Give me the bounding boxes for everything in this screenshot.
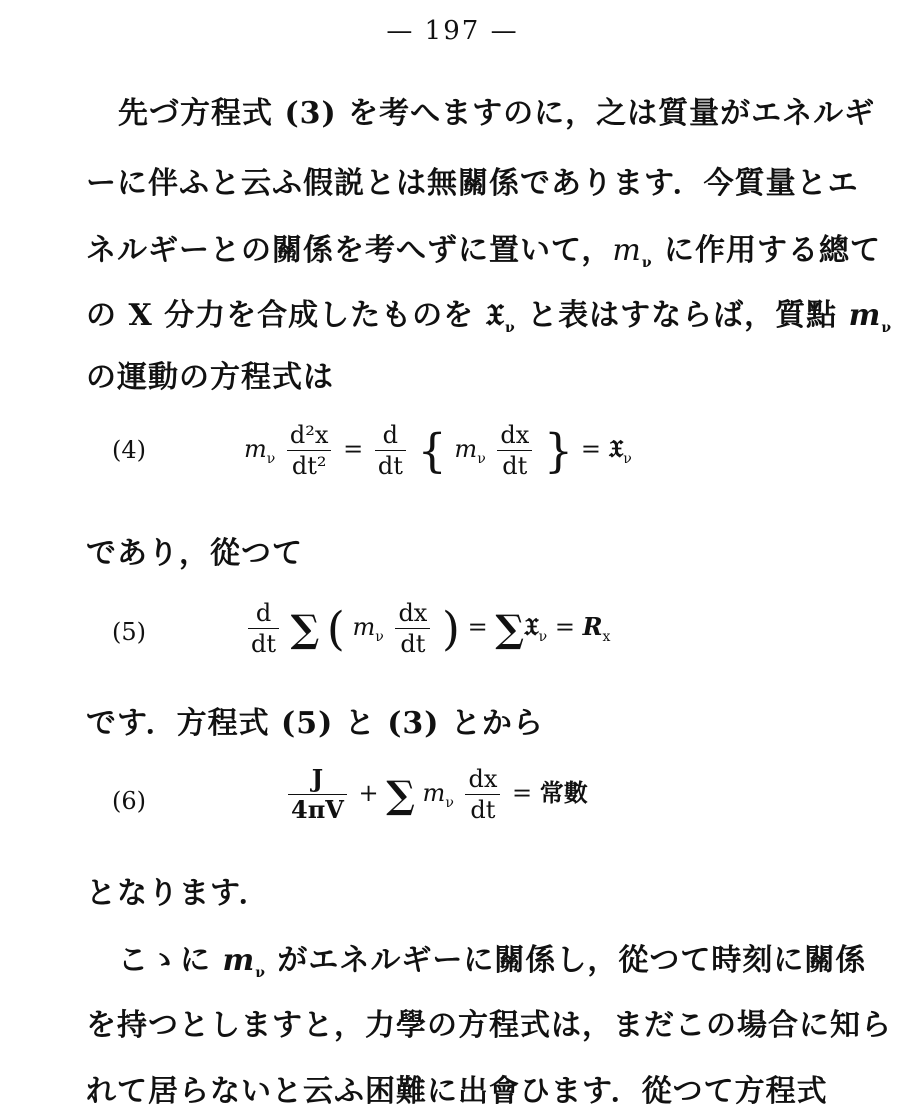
para2-line-2: を持つとしますと，力學の方程式は，まだこの場合に知ら (86, 1008, 892, 1043)
eq5-frac2: $\frac{dx}{dt}$ (395, 598, 430, 659)
symbol-nu: ν (641, 255, 653, 271)
text-line-4 (86, 290, 892, 336)
eq6-equals: = (512, 779, 533, 807)
eq6-plus: + (358, 779, 379, 807)
equation-4 (244, 420, 632, 481)
text-line-5: の運動の方程式は (86, 360, 334, 395)
symbol-m: m (222, 943, 256, 978)
equation-5-label: (5) (112, 618, 146, 646)
eq6-m: m (422, 779, 446, 807)
symbol-nu: ν (255, 965, 266, 981)
eq6-frac2: $\frac{dx}{dt}$ (465, 764, 500, 825)
para2-line-1-b: がエネルギーに關係し，從つて時刻に關係 (277, 943, 867, 978)
eq4-m: m (244, 435, 267, 463)
text-line-3-a: ネルギーとの關係を考へずに置いて， (86, 233, 613, 268)
text-line-4-b: と表はすならば，質點 (527, 298, 838, 333)
text-line-4-a: の X 分力を合成したものを (86, 298, 475, 333)
eq5-X: 𝔛 (523, 612, 539, 641)
eq5-nu: ν (375, 628, 384, 645)
eq5-equals2: = (554, 613, 575, 641)
eq4-equals: = (343, 435, 364, 463)
eq6-frac1: $\frac{J}{4\pi V}$ (288, 764, 347, 825)
eq5-left-paren: ( (326, 601, 345, 656)
sigma-symbol: ∑ (290, 606, 320, 651)
sigma-symbol-2: ∑ (495, 606, 524, 651)
equation-6 (284, 764, 588, 825)
eq4-rhs: 𝔛 (608, 434, 624, 463)
eq5-R: R (582, 612, 603, 641)
text-line-3 (86, 225, 881, 271)
text-after-eq6: となります． (86, 876, 270, 911)
symbol-m: m (612, 233, 642, 268)
eq4-left-brace: { (417, 423, 447, 478)
eq4-nu: ν (266, 450, 276, 467)
eq4-m2: m (454, 435, 478, 463)
symbol-nu: ν (505, 320, 516, 336)
eq5-nu2: ν (538, 628, 548, 645)
eq4-frac1: $\frac{\text{d²x}}{\text{dt²}}$ (287, 420, 332, 481)
page-number: — 197 — (386, 16, 519, 46)
eq4-nu3: ν (623, 450, 632, 467)
para2-line-1-a: こゝに (118, 943, 211, 978)
text-after-eq4: であり，從つて (86, 536, 303, 571)
eq4-frac3: $\frac{dx}{dt}$ (497, 420, 532, 481)
symbol-X: 𝔛 (485, 298, 506, 333)
equation-5 (244, 598, 610, 659)
equation-6-label: (6) (112, 787, 146, 815)
para2-line-1 (118, 935, 866, 981)
text-line-3-b: に作用する總て (664, 233, 882, 268)
eq5-m: m (352, 613, 376, 641)
symbol-m: m (848, 298, 882, 333)
eq5-right-paren: ) (441, 601, 460, 656)
eq5-frac1: $\frac{d}{dt}$ (248, 598, 279, 659)
para2-line-3: れて居らないと云ふ困難に出會ひます．從つて方程式 (86, 1074, 828, 1109)
eq4-right-brace: } (543, 423, 574, 478)
text-after-eq5: です．方程式 (5) と (3) とから (86, 706, 544, 741)
text-line-1: 先づ方程式 (3) を考へますのに，之は質量がエネルギ (118, 96, 876, 131)
eq6-nu: ν (445, 794, 454, 811)
eq5-equals1: = (467, 613, 488, 641)
eq5-R-sub: x (602, 628, 611, 645)
eq4-frac2: $\frac{d}{dt}$ (375, 420, 406, 481)
sigma-symbol-3: ∑ (386, 772, 415, 817)
eq4-nu2: ν (477, 450, 486, 467)
eq6-rhs: 常數 (539, 778, 588, 807)
eq4-equals2: = (580, 435, 601, 463)
symbol-nu: ν (881, 320, 893, 336)
text-line-2: ーに伴ふと云ふ假説とは無關係であります．今質量とエ (86, 166, 859, 201)
equation-4-label: (4) (112, 436, 146, 464)
